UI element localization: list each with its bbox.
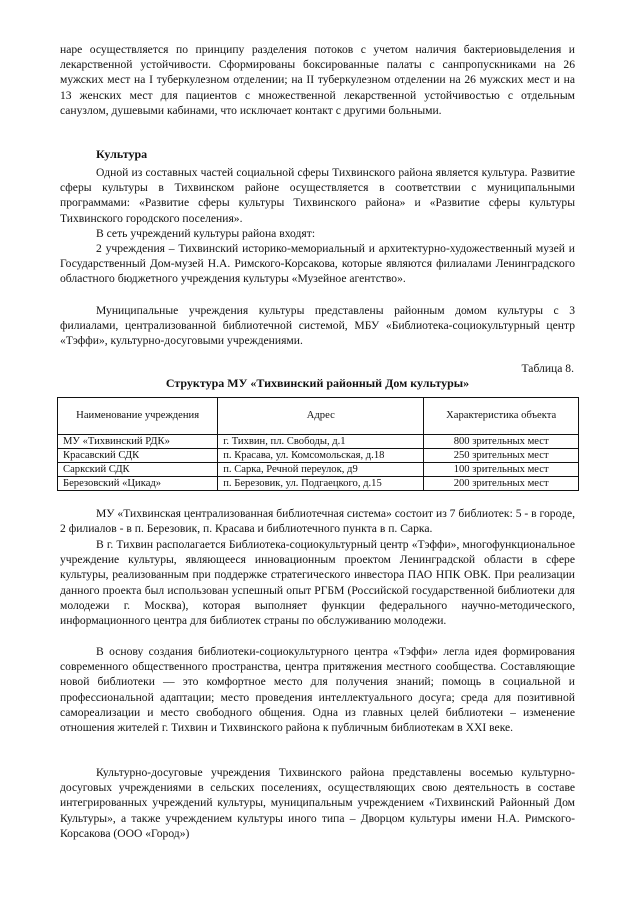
paragraph-municipal: Муниципальные учреждения культуры представлены районным домом культуры с 3 филиалами, централизованной библиотечной системой, МБУ «Библиотека-социокультурный центр «Тэффи», культурно-досуговыми учреждениями.	[60, 304, 575, 348]
cell-characteristic: 200 зрительных мест	[424, 477, 579, 491]
paragraph-leisure: Культурно-досуговые учреждения Тихвинского района представлены восемью культурно-досуговых учреждениями в сельских поселениях, осуществляющих свою деятельность в составе интегрированных учреждений культуры, муниципальным учреждением «Тихвинский Районный Дом Культуры», а также учреждением культуры иного типа – Дворцом культуры имени Н.А. Римского-Корсакова (ООО «Город»)	[60, 766, 575, 840]
table-row	[58, 463, 579, 477]
table-row	[58, 449, 579, 463]
table-title: Структура МУ «Тихвинский районный Дом культуры»	[165, 376, 470, 390]
cell-address: г. Тихвин, пл. Свободы, д.1	[218, 435, 424, 449]
cell-address: п. Березовик, ул. Подгаецкого, д.15	[218, 477, 424, 491]
cell-name: МУ «Тихвинский РДК»	[58, 435, 218, 449]
table-row	[58, 435, 579, 449]
cell-address: п. Сарка, Речной переулок, д9	[218, 463, 424, 477]
cell-name: Березовский «Цикад»	[58, 477, 218, 491]
structure-table	[57, 397, 579, 491]
paragraph-tuberculosis: наре осуществляется по принципу разделения потоков с учетом наличия бактериовыделения и лекарственной устойчивости. Сформированы боксированные палаты с санпропускниками на 26 мужских мест на I туберкулезном отделении; на II туберкулезном отделении на 26 мужских мест и на 13 женских мест для пациентов с множественной лекарственной устойчивостью с отдельным санузлом, душевыми кабинами, что исключает контакт с другими больными.	[60, 43, 575, 117]
header-address: Адрес	[218, 398, 424, 435]
section-heading-culture: Культура	[96, 147, 148, 161]
cell-characteristic: 250 зрительных мест	[424, 449, 579, 463]
cell-name: Саркский СДК	[58, 463, 218, 477]
cell-name: Красавский СДК	[58, 449, 218, 463]
table-row	[58, 477, 579, 491]
table-header-row	[58, 398, 579, 435]
paragraph-network: В сеть учреждений культуры района входят:	[96, 227, 316, 240]
header-characteristic: Характеристика объекта	[424, 398, 579, 435]
cell-characteristic: 800 зрительных мест	[424, 435, 579, 449]
paragraph-library-system: МУ «Тихвинская централизованная библиотечная система» состоит из 7 библиотек: 5 - в городе, 2 филиалов - в п. Березовик, п. Красава и библиотечного пункта в п. Сарка.	[60, 507, 575, 536]
paragraph-museums: 2 учреждения – Тихвинский историко-мемориальный и архитектурно-художественный музей и Государственный Дом-музей Н.А. Римского-Корсакова, которые являются филиалами Ленинградского областного бюджетного учреждения культуры «Музейное агентство».	[60, 242, 575, 286]
cell-address: п. Красава, ул. Комсомольская, д.18	[218, 449, 424, 463]
header-name: Наименование учреждения	[58, 398, 218, 435]
paragraph-teffi-center: В г. Тихвин располагается Библиотека-социокультурный центр «Тэффи», многофункциональное учреждение культуры, являющееся инновационным проектом Ленинградской области в сфере культуры, реализованным при поддержке стратегического инвестора ПАО НПК ОВК. При реализации данного проекта был использован успешный опыт РГБМ (Российской государственной библиотеки для молодежи г. Москва), которая выполняет функции федерального научно-методического, информационного центра для библиотек страны по обслуживанию молодежи.	[60, 538, 575, 628]
cell-characteristic: 100 зрительных мест	[424, 463, 579, 477]
paragraph-teffi-idea: В основу создания библиотеки-социокультурного центра «Тэффи» легла идея формирования современного общественного пространства, центра притяжения местного сообщества. Составляющие новой библиотеки — это комфортное место для получения знаний; помощь в социальной и профессиональной адаптации; место проведения интеллектуального досуга; среда для позитивной самореализации и место свободного общения. Одна из главных целей библиотеки – изменение отношения жителей г. Тихвин и Тихвинского района к публичным библиотекам в XXI веке.	[60, 645, 575, 735]
paragraph-culture-intro: Одной из составных частей социальной сферы Тихвинского района является культура. Развитие сферы культуры в Тихвинском районе осуществляется в соответствии с муниципальными программами: «Развитие сферы культуры Тихвинского района» и «Развитие сферы культуры Тихвинского городского поселения».	[60, 166, 575, 225]
table-number: Таблица 8.	[521, 362, 574, 375]
